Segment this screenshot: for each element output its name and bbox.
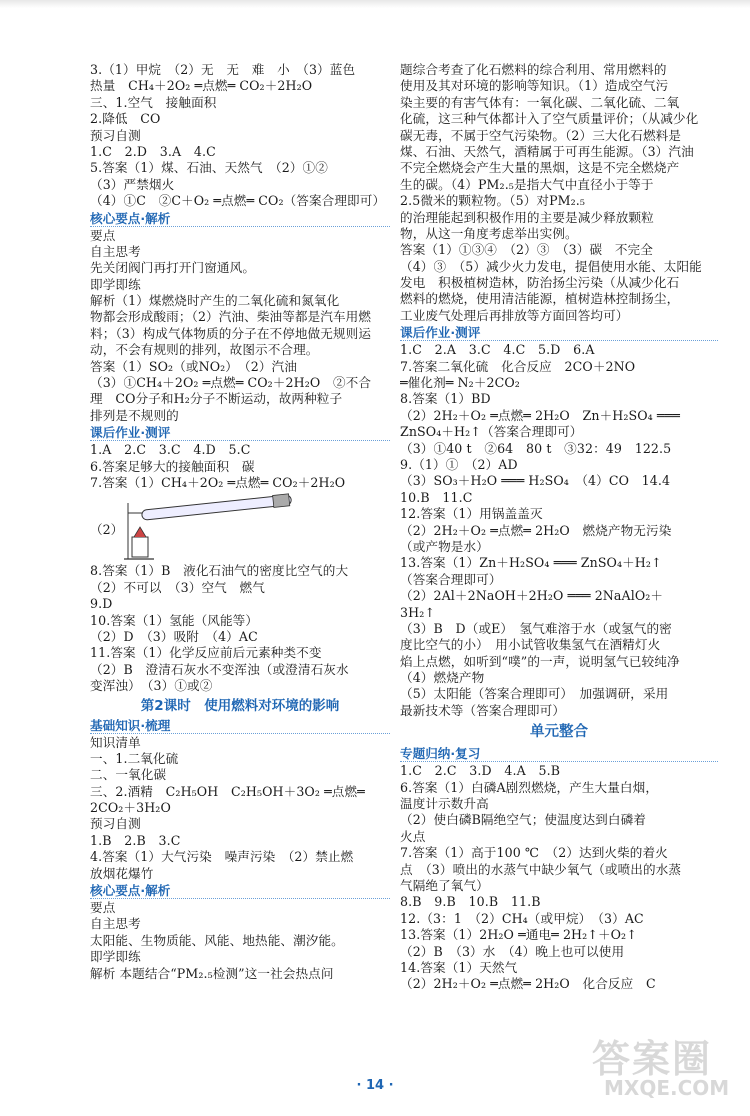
figure-block [90,491,390,563]
text-line: 的治理能起到积极作用的主要是减少释放颗粒 [400,209,654,225]
text-line: 工业废气处理后再排放等方面回答均可） [400,307,629,323]
text-line: （5）太阳能（答案合理即可） 加强调研，采用 [400,686,669,702]
text-line: 太阳能、生物质能、风能、地热能、潮汐能。 [90,932,344,948]
text-line: （4）③ （5）减少火力发电，提倡使用水能、太阳能 [400,258,702,274]
text-line: （2）2H₂＋O₂ ═点燃═ 2H₂O 化合反应 C [400,976,656,992]
text-line: 3H₂↑ [400,604,435,620]
text-line: 即学即练 [90,276,141,292]
text-line: （3）B D（或E） 氢气难溶于水（或氢气的密 [400,620,672,636]
text-line: ═催化剂═ N₂＋2CO₂ [400,375,520,391]
text-line: 12.答案（1）用锅盖盖灭 [400,506,543,522]
text-line: （3）严禁烟火 [90,176,175,192]
text-line: 动，不会有规则的排列，故图示不合理。 [90,342,319,358]
text-line: 5.答案（1）煤、石油、天然气 （2）①② [90,160,328,176]
unit-title: 单元整合 [530,724,588,741]
text-line: 解析（1）煤燃烧时产生的二氧化硫和氮氧化 [90,293,340,309]
text-line: 染主要的有害气体有：一氧化碳、二氧化硫、二氧 [400,94,680,110]
top-edge-shadow [0,0,750,8]
text-line: 4.答案（1）大气污染 噪声污染 （2）禁止燃 [90,849,354,865]
text-line: 自主思考 [90,916,141,932]
text-line: 题综合考查了化石燃料的综合利用、常用燃料的 [400,62,667,77]
section-header: 核心要点·解析 [90,210,390,228]
text-line: （3）①CH₄＋2O₂ ═点燃═ CO₂＋2H₂O ②不合 [90,375,372,391]
text-line: 9.D [90,596,113,612]
text-line: （4）燃烧产物 [400,670,485,686]
text-line: 最新技术等（答案合理即可） [400,702,566,718]
text-line: 6.答案（1）白磷A剧烈燃烧，产生大量白烟， [400,779,659,795]
text-line: 理 CO分子和H₂分子不断运动，故两种粒子 [90,391,343,407]
text-line: 2.5微米的颗粒物。（5）对PM₂.₅ [400,193,586,209]
text-line: 1.A 2.C 3.C 4.D 5.C [90,442,251,458]
text-line: （2）不可以 （3）空气 燃气 [90,579,265,595]
text-line: 1.C 2.D 3.A 4.C [90,143,216,159]
section-header: 课后作业·测评 [400,324,718,342]
text-line: ZnSO₄＋H₂↑（答案合理即可） [400,424,583,440]
figure-label: （2） [90,522,124,538]
text-line: （2）2H₂＋O₂ ═点燃═ 2H₂O 燃烧产物无污染 [400,522,672,538]
text-line: 排列是不规则的 [90,407,179,423]
text-line: 答案（1）①③④ （2）③ （3）碳 不完全 [400,242,653,258]
text-line: 不完全燃烧会产生大量的黑烟，这是不完全燃烧产 [400,160,680,176]
text-line: 发电 积极植树造林，防治扬尘污染（从减少化石 [400,275,680,291]
left-column [90,62,390,982]
text-line: 使用及其对环境的影响等知识。（1）造成空气污 [400,78,669,94]
text-line: 点 （3）喷出的水蒸气中缺少氧气（或喷出的水蒸 [400,861,682,877]
text-line: 2CO₂＋3H₂O [90,800,171,816]
text-line: 8.B 9.B 10.B 11.B [400,894,541,910]
text-line: （3）①40 t ②64 80 t ③32：49 122.5 [400,440,672,456]
text-line: 热量 CH₄＋2O₂ ═点燃═ CO₂＋2H₂O [90,78,313,94]
text-line: 7.答案（1）CH₄＋2O₂ ═点燃═ CO₂＋2H₂O [90,474,346,490]
page-number: · 14 · [356,1078,394,1093]
text-line: （2）B （3）水 （4）晚上也可以使用 [400,943,625,959]
text-line: 即学即练 [90,949,141,965]
text-line: 煤、石油、天然气，酒精属于可再生能源。（3）汽油 [400,143,694,159]
text-line: 火点 [400,828,426,844]
section-header: 专题归纳·复习 [400,745,718,763]
text-line: 13.答案（1）Zn＋H₂SO₄ ═══ ZnSO₄＋H₂↑ [400,555,662,571]
text-line: 度比空气的小） 用小试管收集氢气在酒精灯火 [400,637,661,653]
watermark-line1: 答案圈 [592,1037,713,1081]
text-line: （4）①C ②C＋O₂ ═点燃═ CO₂（答案合理即可） [90,193,386,209]
text-line: （2）B 澄清石灰水不变浑浊（或澄清石灰水 [90,661,349,677]
text-line: 要点 [90,227,116,243]
right-column [400,62,718,993]
text-line: 温度计示数升高 [400,796,489,812]
text-line: 10.B 11.C [400,489,473,505]
text-line: （答案合理即可） [400,571,502,587]
text-line: 二、一氧化碳 [90,767,167,783]
section-header: 课后作业·测评 [90,424,390,442]
text-line: 3.（1）甲烷 （2）无 无 难 小 （3）蓝色 [90,62,356,77]
watermark-logo [586,1028,736,1104]
text-line: 三、2.酒精 C₂H₅OH C₂H₅OH＋3O₂ ═点燃═ [90,783,365,799]
text-line: 知识清单 [90,734,141,750]
text-line: 焰上点燃，如听到“噗”的一声，说明氢气已较纯净 [400,653,680,669]
text-line: 物都会形成酸雨；（2）汽油、柴油等都是汽车用燃 [90,309,372,325]
text-line: 1.C 2.A 3.C 4.C 5.D 6.A [400,342,595,358]
text-line: 解析 本题结合“PM₂.₅检测”这一社会热点问 [90,965,334,981]
alcohol-lamp-test-tube-diagram [114,493,314,561]
text-line: 预习自测 [90,816,141,832]
watermark-line2: MXQE.COM [604,1076,730,1100]
text-line: 自主思考 [90,243,141,259]
text-line: 1.C 2.C 3.D 4.A 5.B [400,763,561,779]
text-line: （或产物是水） [400,538,489,554]
text-line: 一、1.二氧化硫 [90,750,179,766]
text-line: 1.B 2.B 3.C [90,832,181,848]
text-line: （2）使白磷B隔绝空气；使温度达到白磷着 [400,812,646,828]
text-line: 8.答案（1）BD [400,391,491,407]
text-line: 要点 [90,900,116,916]
text-line: 13.答案（1）2H₂O ═通电═ 2H₂↑＋O₂↑ [400,927,637,943]
text-line: 燃料的燃烧，使用清洁能源，植树造林控制扬尘， [400,291,680,307]
text-line: 11.答案（1）化学反应前后元素种类不变 [90,645,322,661]
text-line: 放烟花爆竹 [90,865,154,881]
text-line: 化硫，这三种气体都计入了空气质量评价；（从减少化 [400,111,699,127]
text-line: 6.答案足够大的接触面积 碳 [90,458,255,474]
text-line: 生的碳。（4）PM₂.₅是指大气中直径小于等于 [400,176,654,192]
text-line: 先关闭阀门再打开门窗通风。 [90,260,256,276]
text-line: 10.答案（1）氢能（风能等） [90,612,259,628]
text-line: （2）2H₂＋O₂ ═点燃═ 2H₂O Zn＋H₂SO₄ ═══ [400,407,680,423]
text-line: （2）D （3）吸附 （4）AC [90,628,258,644]
text-line: 变浑浊） （3）①或② [90,678,213,694]
text-line: 碳无毒，不属于空气污染物。（2）三大化石燃料是 [400,127,682,143]
text-line: 答案（1）SO₂（或NO₂） （2）汽油 [90,358,297,374]
text-line: 12.（3：1 （2）CH₄（或甲烷） （3）AC [400,910,644,926]
text-line: 2.降低 CO [90,111,161,127]
text-line: 9.（1）① （2）AD [400,456,518,472]
section-header: 基础知识·梳理 [90,717,390,735]
text-line: 预习自测 [90,127,141,143]
text-line: 三、1.空气 接触面积 [90,94,217,110]
text-line: 7.答案二氧化硫 化合反应 2CO＋2NO [400,358,636,374]
text-line: 14.答案（1）天然气 [400,959,518,975]
text-line: （2）2Al＋2NaOH＋2H₂O ═══ 2NaAlO₂＋ [400,588,664,604]
lesson-title: 第2课时 使用燃料对环境的影响 [140,697,340,714]
section-header: 核心要点·解析 [90,882,390,900]
text-line: 7.答案（1）高于100 ℃ （2）达到火柴的着火 [400,845,668,861]
text-line: 8.答案（1）B 液化石油气的密度比空气的大 [90,563,349,579]
text-line: 气隔绝了氧气） [400,877,489,893]
text-line: （3）SO₃＋H₂O ═══ H₂SO₄ （4）CO 14.4 [400,473,671,489]
text-line: 料；（3）构成气体物质的分子在不停地做无规则运 [90,325,372,341]
text-line: 物，从这一角度考虑举出实例。 [400,225,578,241]
